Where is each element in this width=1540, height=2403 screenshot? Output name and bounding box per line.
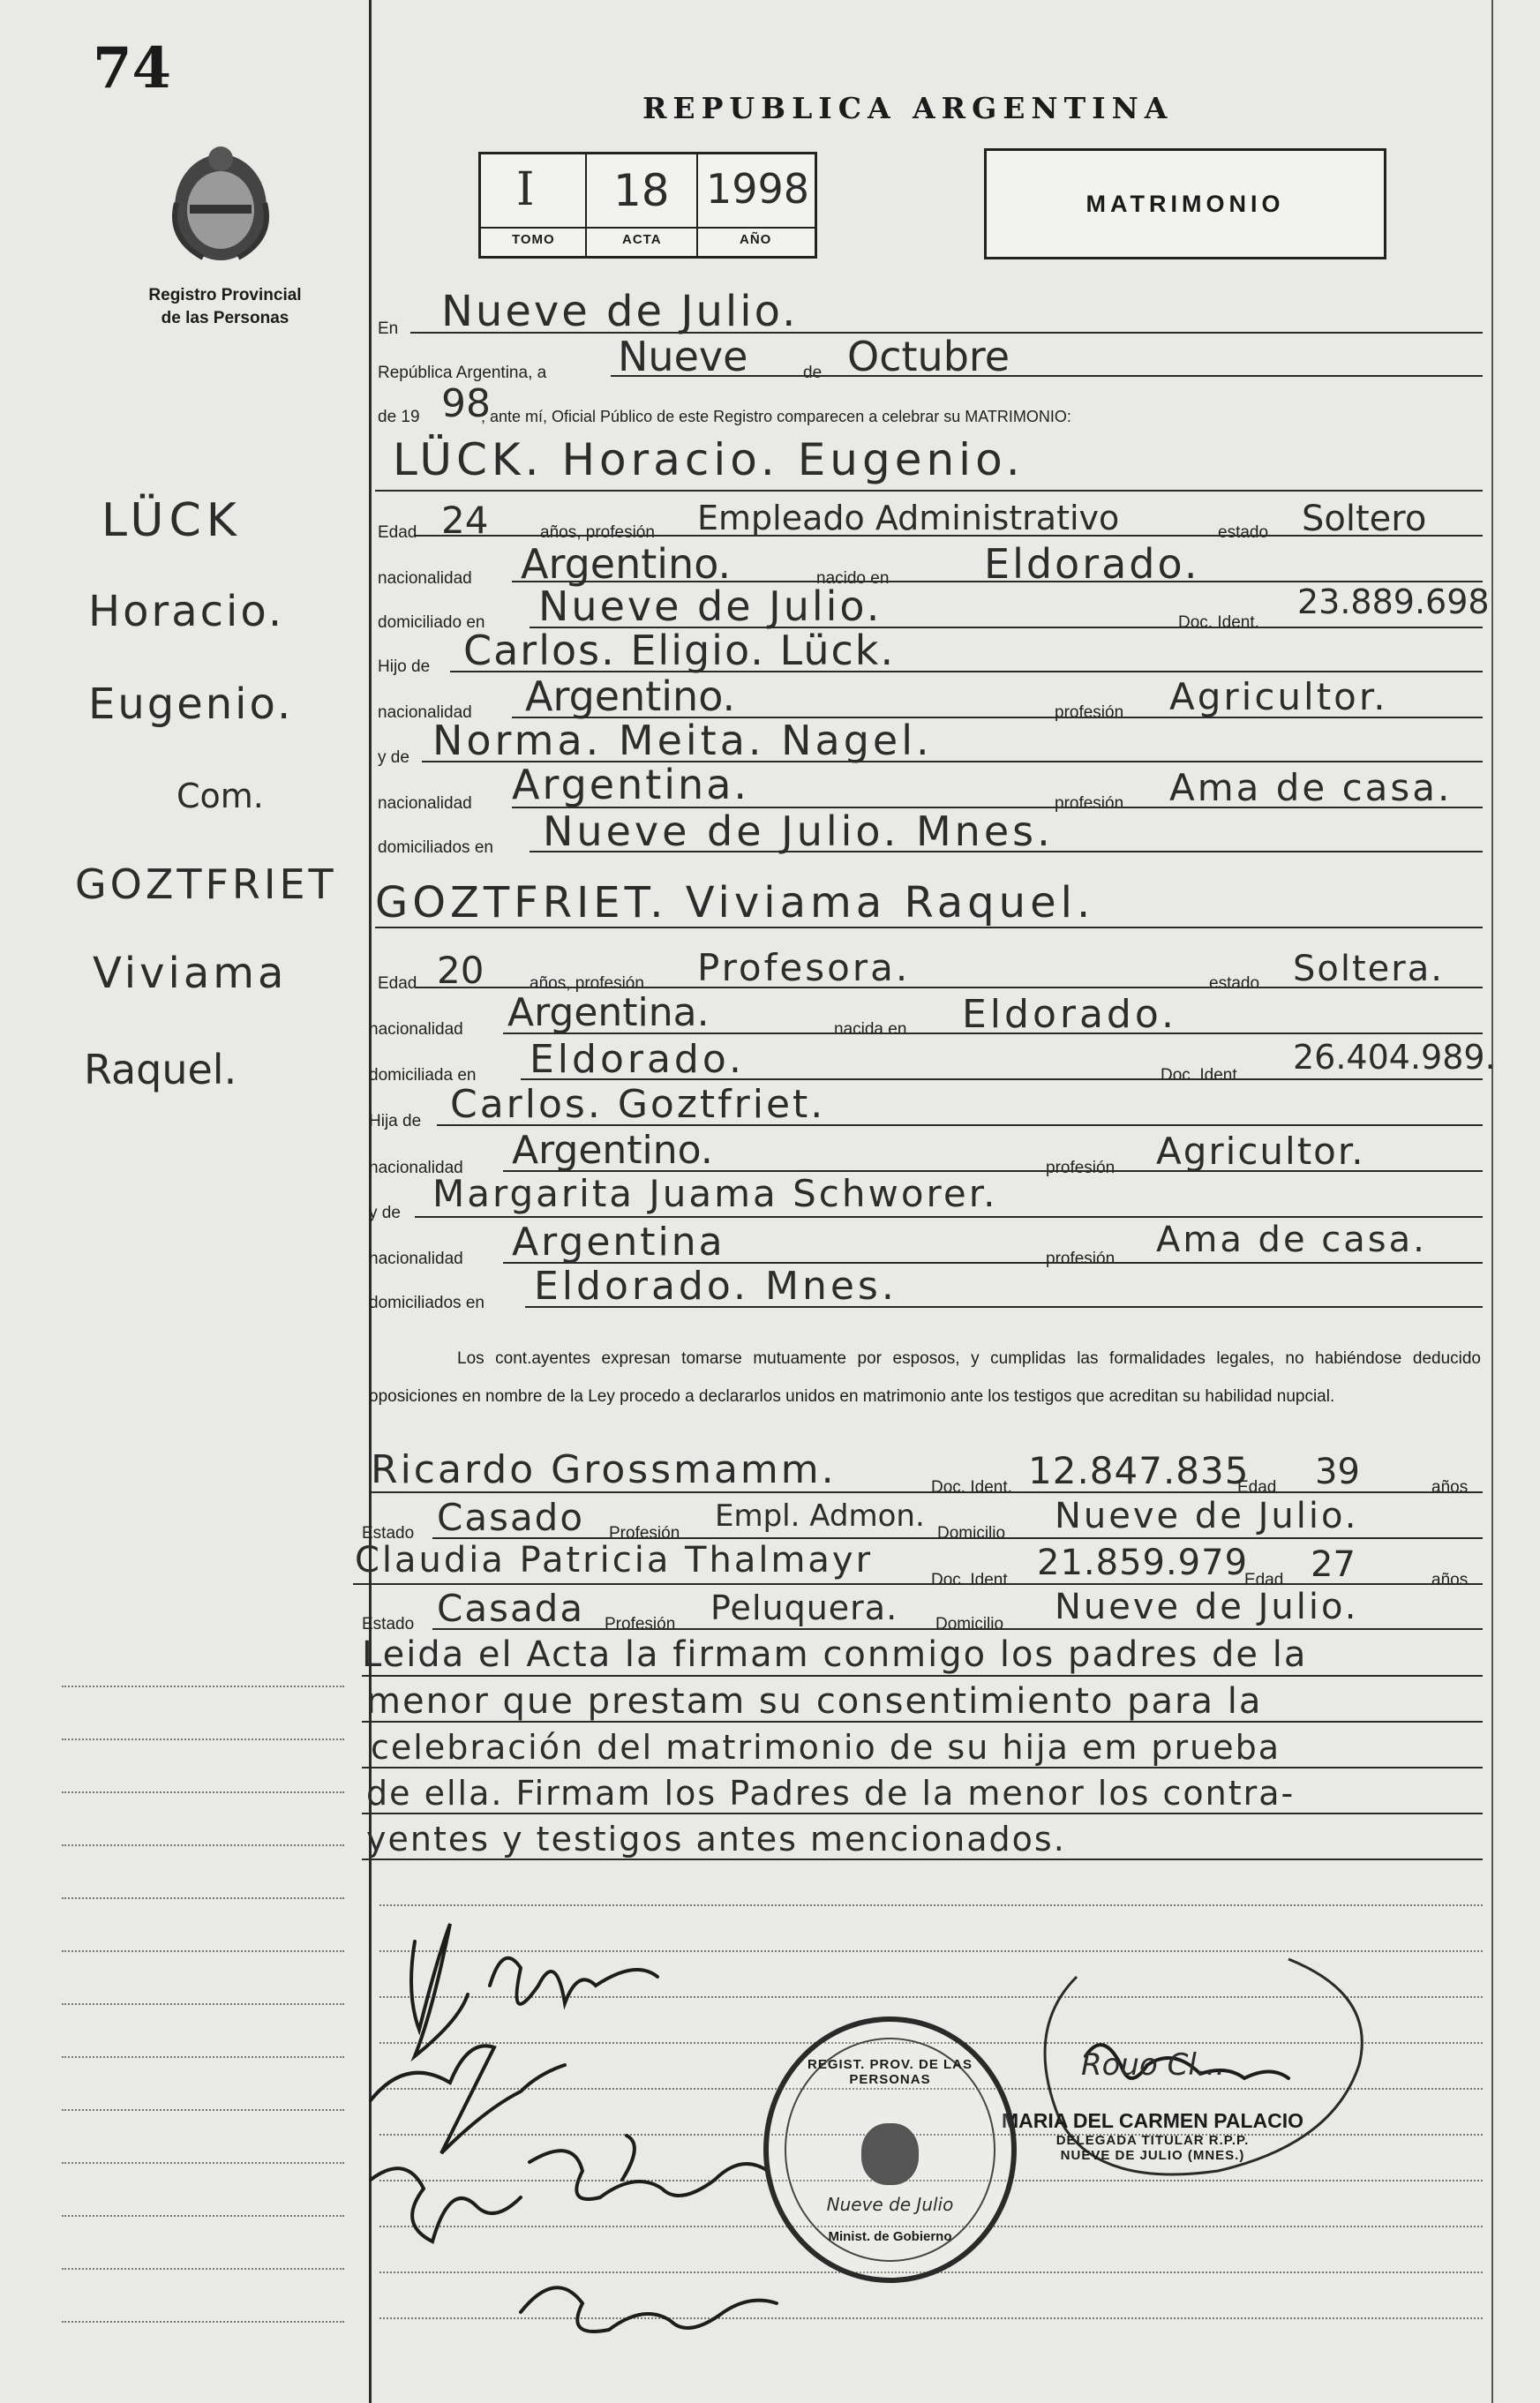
left-margin xyxy=(0,0,369,2403)
label-domiciliados: domiciliados en xyxy=(369,1294,485,1312)
label-profesion: profesión xyxy=(1055,794,1124,813)
label-nacido-en: nacido en xyxy=(816,569,890,588)
label-en: En xyxy=(378,319,399,338)
acta-label: ACTA xyxy=(622,232,662,247)
label-de19: de 19 xyxy=(378,408,420,426)
groom-father-profession: Agricultor. xyxy=(1169,675,1388,718)
margin-note-2: Horacio. xyxy=(88,587,285,636)
officer-stamp-line3: NUEVE DE JULIO (MNES.) xyxy=(1060,2148,1245,2163)
place: Nueve de Julio. xyxy=(441,287,799,336)
label-hijo: Hijo de xyxy=(378,657,431,676)
ano-label: AÑO xyxy=(740,232,772,247)
declaration-text: Los cont.ayentes expresan tomarse mutuamente por esposos, y cumplidas las formalidades legales, no habiéndose deducido oposiciones en nombre de la Ley procedo a declararlos unidos en matrimonio ante los testigos que acreditan su habilidad nupcial. xyxy=(369,1349,1481,1406)
seal-center-emblem xyxy=(861,2123,919,2185)
label-ante-mi: ; ante mí, Oficial Público de este Registro comparecen a celebrar su MATRIMONIO: xyxy=(481,408,1071,425)
label-republica: República Argentina, a xyxy=(378,364,547,382)
label-estado: estado xyxy=(1218,523,1269,542)
page-number: 74 xyxy=(93,35,172,101)
witness2-profession: Peluquera. xyxy=(710,1588,898,1627)
bride-age: 20 xyxy=(437,949,485,992)
margin-note-5: GOZTFRIET xyxy=(75,860,337,908)
label-estado: estado xyxy=(1209,974,1260,993)
label-hija: Hija de xyxy=(369,1112,422,1130)
label-de: de xyxy=(803,364,823,382)
bride-domicile: Eldorado. xyxy=(530,1037,745,1082)
groom-doc: 23.889.698 xyxy=(1297,582,1490,621)
ano-value: 1998 xyxy=(706,165,810,213)
margin-note-3: Eugenio. xyxy=(88,680,294,729)
label-nacida-en: nacida en xyxy=(834,1020,907,1039)
label-nacionalidad: nacionalidad xyxy=(378,569,472,588)
label-edad-cap: Edad xyxy=(1244,1571,1284,1589)
right-edge-line xyxy=(1491,0,1493,2403)
registry-line1: Registro Provincial xyxy=(148,286,302,304)
label-y-de: y de xyxy=(369,1204,401,1222)
official-seal xyxy=(763,2016,1017,2283)
witness1-domicile: Nueve de Julio. xyxy=(1055,1496,1359,1536)
bride-mother-nationality: Argentina xyxy=(512,1220,725,1265)
witness2-name: Claudia Patricia Thalmayr xyxy=(355,1540,874,1581)
label-doc: Doc. Ident. xyxy=(1178,613,1259,632)
bride-mother: Margarita Juama Schworer. xyxy=(432,1172,998,1215)
bride-father-nationality: Argentino. xyxy=(512,1128,713,1173)
label-nacionalidad: nacionalidad xyxy=(378,794,472,813)
label-domicilio: Domicilio xyxy=(935,1615,1004,1633)
officer-signature: Rouo Cl... xyxy=(1081,2047,1226,2083)
acta-value: 18 xyxy=(613,165,670,216)
label-domiciliado: domiciliado en xyxy=(378,613,485,632)
bride-name: GOZTFRIET. Viviama Raquel. xyxy=(375,878,1095,927)
act-type-box xyxy=(984,148,1386,259)
seal-outer-text: REGIST. PROV. DE LAS PERSONAS xyxy=(808,2057,973,2087)
label-nacionalidad: nacionalidad xyxy=(378,703,472,722)
witness1-age: 39 xyxy=(1315,1452,1360,1492)
officer-stamp-line1: MARIA DEL CARMEN PALACIO xyxy=(1002,2109,1304,2132)
groom-father-nationality: Argentino. xyxy=(525,672,736,720)
act-type-label: MATRIMONIO xyxy=(1086,190,1285,217)
margin-note-4: Com. xyxy=(177,777,264,815)
witness2-doc: 21.859.979 xyxy=(1037,1543,1249,1583)
witness1-status: Casado xyxy=(437,1496,585,1539)
label-profesion-cap: Profesión xyxy=(605,1615,676,1633)
label-estado-cap: Estado xyxy=(362,1524,415,1543)
label-estado-cap: Estado xyxy=(362,1615,415,1633)
coat-of-arms-logo xyxy=(163,141,278,265)
registry-line2: de las Personas xyxy=(161,309,289,327)
record-box xyxy=(478,152,817,259)
observation-line-2: menor que prestam su consentimiento para la xyxy=(366,1681,1263,1722)
label-anos: años xyxy=(1431,1571,1469,1589)
groom-age: 24 xyxy=(441,499,489,542)
label-nacionalidad: nacionalidad xyxy=(369,1250,463,1268)
bride-doc: 26.404.989. xyxy=(1293,1038,1496,1077)
tomo-label: TOMO xyxy=(512,232,555,247)
witness2-age: 27 xyxy=(1311,1544,1356,1585)
seal-bottom-text: Minist. de Gobierno xyxy=(828,2229,952,2244)
observation-line-5: yentes y testigos antes mencionados. xyxy=(366,1820,1066,1859)
bride-father: Carlos. Goztfriet. xyxy=(450,1082,826,1127)
groom-mother-nationality: Argentina. xyxy=(512,761,750,808)
label-anos: años xyxy=(1431,1478,1469,1497)
day: Nueve xyxy=(618,333,748,380)
groom-profession: Empleado Administrativo xyxy=(697,499,1120,537)
witness2-status: Casada xyxy=(437,1587,585,1630)
groom-parents-domicile: Nueve de Julio. Mnes. xyxy=(543,807,1054,855)
bride-birthplace: Eldorado. xyxy=(962,992,1177,1037)
bride-profession: Profesora. xyxy=(697,946,911,989)
officer-stamp-line2: DELEGADA TITULAR R.P.P. xyxy=(1055,2133,1250,2148)
label-edad-cap: Edad xyxy=(1237,1478,1277,1497)
bride-nationality: Argentina. xyxy=(507,990,710,1035)
observation-line-1: Leida el Acta la firmam conmigo los padres de la xyxy=(362,1634,1308,1675)
witness1-doc: 12.847.835 xyxy=(1028,1449,1250,1492)
margin-note-6: Viviama xyxy=(93,949,288,998)
tomo-value: I xyxy=(516,163,535,216)
country-title: REPUBLICA ARGENTINA xyxy=(642,91,1174,125)
label-edad: Edad xyxy=(378,523,417,542)
label-anos-profesion: años, profesión xyxy=(530,974,644,993)
label-profesion-cap: Profesión xyxy=(609,1524,680,1543)
label-nacionalidad: nacionalidad xyxy=(369,1159,463,1177)
label-domicilio: Domicilio xyxy=(937,1524,1006,1543)
witness1-name: Ricardo Grossmamm. xyxy=(371,1447,837,1492)
witness2-domicile: Nueve de Julio. xyxy=(1055,1587,1359,1627)
label-nacionalidad: nacionalidad xyxy=(369,1020,463,1039)
margin-note-7: Raquel. xyxy=(84,1046,237,1093)
officer-stamp xyxy=(1002,2109,1303,2163)
groom-father: Carlos. Eligio. Lück. xyxy=(463,627,896,674)
month: Octubre xyxy=(847,333,1010,380)
label-doc: Doc. Ident. xyxy=(931,1571,1012,1589)
groom-birthplace: Eldorado. xyxy=(984,540,1200,588)
observation-line-3: celebración del matrimonio de su hija em prueba xyxy=(371,1728,1281,1767)
bride-parents-domicile: Eldorado. Mnes. xyxy=(534,1264,898,1309)
label-domiciliados: domiciliados en xyxy=(378,838,493,857)
groom-mother: Norma. Meita. Nagel. xyxy=(432,717,933,764)
bride-mother-profession: Ama de casa. xyxy=(1156,1220,1427,1260)
label-edad: Edad xyxy=(378,974,417,993)
groom-status: Soltero xyxy=(1302,499,1427,539)
label-doc: Doc. Ident. xyxy=(931,1478,1012,1497)
label-anos-profesion: años, profesión xyxy=(540,523,655,542)
margin-note-1: LÜCK xyxy=(101,494,242,547)
observation-line-4: de ella. Firmam los Padres de la menor los contra- xyxy=(366,1774,1296,1813)
groom-domicile: Nueve de Julio. xyxy=(538,582,883,630)
label-profesion: profesión xyxy=(1046,1159,1116,1177)
year-suffix: 98 xyxy=(441,381,491,426)
seal-inner-text: Nueve de Julio xyxy=(826,2194,954,2215)
label-profesion: profesión xyxy=(1055,703,1124,722)
label-y-de: y de xyxy=(378,748,409,767)
groom-name: LÜCK. Horacio. Eugenio. xyxy=(393,434,1025,485)
bride-father-profession: Agricultor. xyxy=(1156,1130,1365,1173)
bride-status: Soltera. xyxy=(1293,949,1444,989)
witness1-profession: Empl. Admon. xyxy=(715,1498,925,1534)
groom-mother-profession: Ama de casa. xyxy=(1169,766,1453,809)
label-domiciliada: domiciliada en xyxy=(369,1066,477,1085)
registry-label xyxy=(106,284,344,330)
label-profesion: profesión xyxy=(1046,1250,1116,1268)
groom-nationality: Argentino. xyxy=(521,540,732,588)
label-doc: Doc. Ident. xyxy=(1161,1066,1242,1085)
